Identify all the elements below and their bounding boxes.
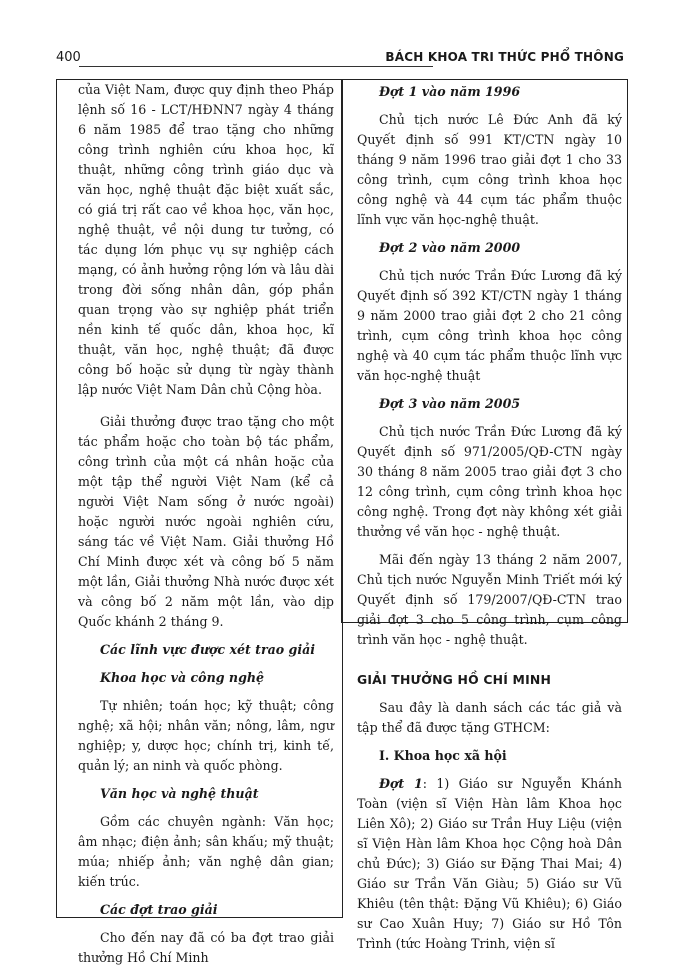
round-1-label: Đợt 1 [379, 776, 423, 791]
round-1996-paragraph: Chủ tịch nước Lê Đức Anh đã ký Quyết định số 991 KT/CTN ngày 10 tháng 9 năm 1996 trao giải đợt 1 cho 33 công trình, cụm công trình khoa học công nghệ và 44 cụm tác phẩm thuộc lĩnh vực văn học-nghệ thuật. [357, 112, 622, 227]
round-2000-paragraph: Chủ tịch nước Trần Đức Lương đã ký Quyết định số 392 KT/CTN ngày 1 tháng 9 năm 2000 trao giải đợt 2 cho 21 công trình, cụm công trình khoa học công nghệ và 40 cụm tác phẩm thuộc lĩnh vực văn học-nghệ thuật [357, 268, 622, 383]
round-1-list [357, 774, 622, 954]
arts-heading: Văn học và nghệ thuật [100, 786, 259, 801]
page-header [56, 50, 632, 74]
arts-paragraph: Gồm các chuyên ngành: Văn học; âm nhạc; điện ảnh; sân khấu; mỹ thuật; múa; nhiếp ảnh; văn nghệ dân gian; kiến trúc. [78, 814, 334, 889]
left-column [78, 80, 334, 968]
page-number: 400 [56, 50, 81, 65]
round-1996-heading: Đợt 1 vào năm 1996 [379, 84, 521, 99]
round-2005-heading: Đợt 3 vào năm 2005 [379, 396, 521, 411]
prize-section-heading: GIẢI THƯỞNG HỒ CHÍ MINH [357, 672, 552, 687]
rounds-paragraph: Cho đến nay đã có ba đợt trao giải thưởng Hồ Chí Minh [78, 930, 334, 965]
science-heading: Khoa học và công nghệ [100, 670, 265, 685]
round-2005-paragraph: Chủ tịch nước Trần Đức Lương đã ký Quyết định số 971/2005/QĐ-CTN ngày 30 tháng 8 năm 2005 trao giải đợt 3 cho 12 công trình, cụm công trình khoa học công nghệ. Trong đợt này không xét giải thưởng về văn học - nghệ thuật. [357, 424, 622, 539]
header-rule [79, 66, 433, 67]
intro-paragraph: của Việt Nam, được quy định theo Pháp lệnh số 16 - LCT/HĐNN7 ngày 4 tháng 6 năm 1985 để trao tặng cho những công trình nghiên cứu khoa học, kĩ thuật, những công trình giáo dục và văn học, nghệ thuật đặc biệt xuất sắc, có giá trị rất cao về khoa học, văn học, nghệ thuật, về nội dung tư tưởng, có tác dụng lớn phục vụ sự nghiệp cách mạng, có ảnh hưởng rộng lớn và lâu dài trong đời sống nhân dân, góp phần quan trọng vào sự nghiệp phát triển nền kinh tế quốc dân, khoa học, kĩ thuật, văn học, nghệ thuật; đã được công bố hoặc sử dụng từ ngày thành lập nước Việt Nam Dân chủ Cộng hòa. [78, 82, 334, 397]
science-paragraph: Tự nhiên; toán học; kỹ thuật; công nghệ; xã hội; nhân văn; nông, lâm, ngư nghiệp; y, dược học; chính trị, kinh tế, quản lý; an ninh và quốc phòng. [78, 698, 334, 773]
social-science-heading: I. Khoa học xã hội [379, 748, 507, 763]
award-paragraph: Giải thưởng được trao tặng cho một tác phẩm hoặc cho toàn bộ tác phẩm, công trình của một cá nhân hoặc của một tập thể người Việt Nam (kể cả người Việt Nam sống ở nước ngoài) hoặc người nước ngoài nghiên cứu, sáng tác về Việt Nam. Giải thưởng Hồ Chí Minh được xét và công bố 5 năm một lần, Giải thưởng Nhà nước được xét và công bố 2 năm một lần, vào dịp Quốc khánh 2 tháng 9. [78, 414, 334, 629]
round-2000-heading: Đợt 2 vào năm 2000 [379, 240, 521, 255]
prize-intro-paragraph: Sau đây là danh sách các tác giả và tập thể đã được tặng GTHCM: [357, 700, 622, 735]
rounds-heading: Các đợt trao giải [100, 902, 218, 917]
right-column [357, 82, 622, 954]
fields-heading: Các lĩnh vực được xét trao giải [100, 642, 316, 657]
round-1-list-text: : 1) Giáo sư Nguyễn Khánh Toàn (viện sĩ Viện Hàn lâm Khoa học Liên Xô); 2) Giáo sư Trần Huy Liệu (viện sĩ Viện Hàn lâm Khoa học Cộng hoà Dân chủ Đức); 3) Giáo sư Đặng Thai Mai; 4) Giáo sư Trần Văn Giàu; 5) Giáo sư Vũ Khiêu (tên thật: Đặng Vũ Khiêu); 6) Giáo sư Cao Xuân Huy; 7) Giáo sư Hồ Tôn Trình (tức Hoàng Trinh, viện sĩ [357, 776, 622, 951]
book-title: BÁCH KHOA TRI THỨC PHỔ THÔNG [385, 50, 624, 64]
round-2007-paragraph: Mãi đến ngày 13 tháng 2 năm 2007, Chủ tịch nước Nguyễn Minh Triết mới ký Quyết định số 179/2007/QĐ-CTN trao giải đợt 3 cho 5 công trình, cụm công trình văn học - nghệ thuật. [357, 552, 622, 647]
